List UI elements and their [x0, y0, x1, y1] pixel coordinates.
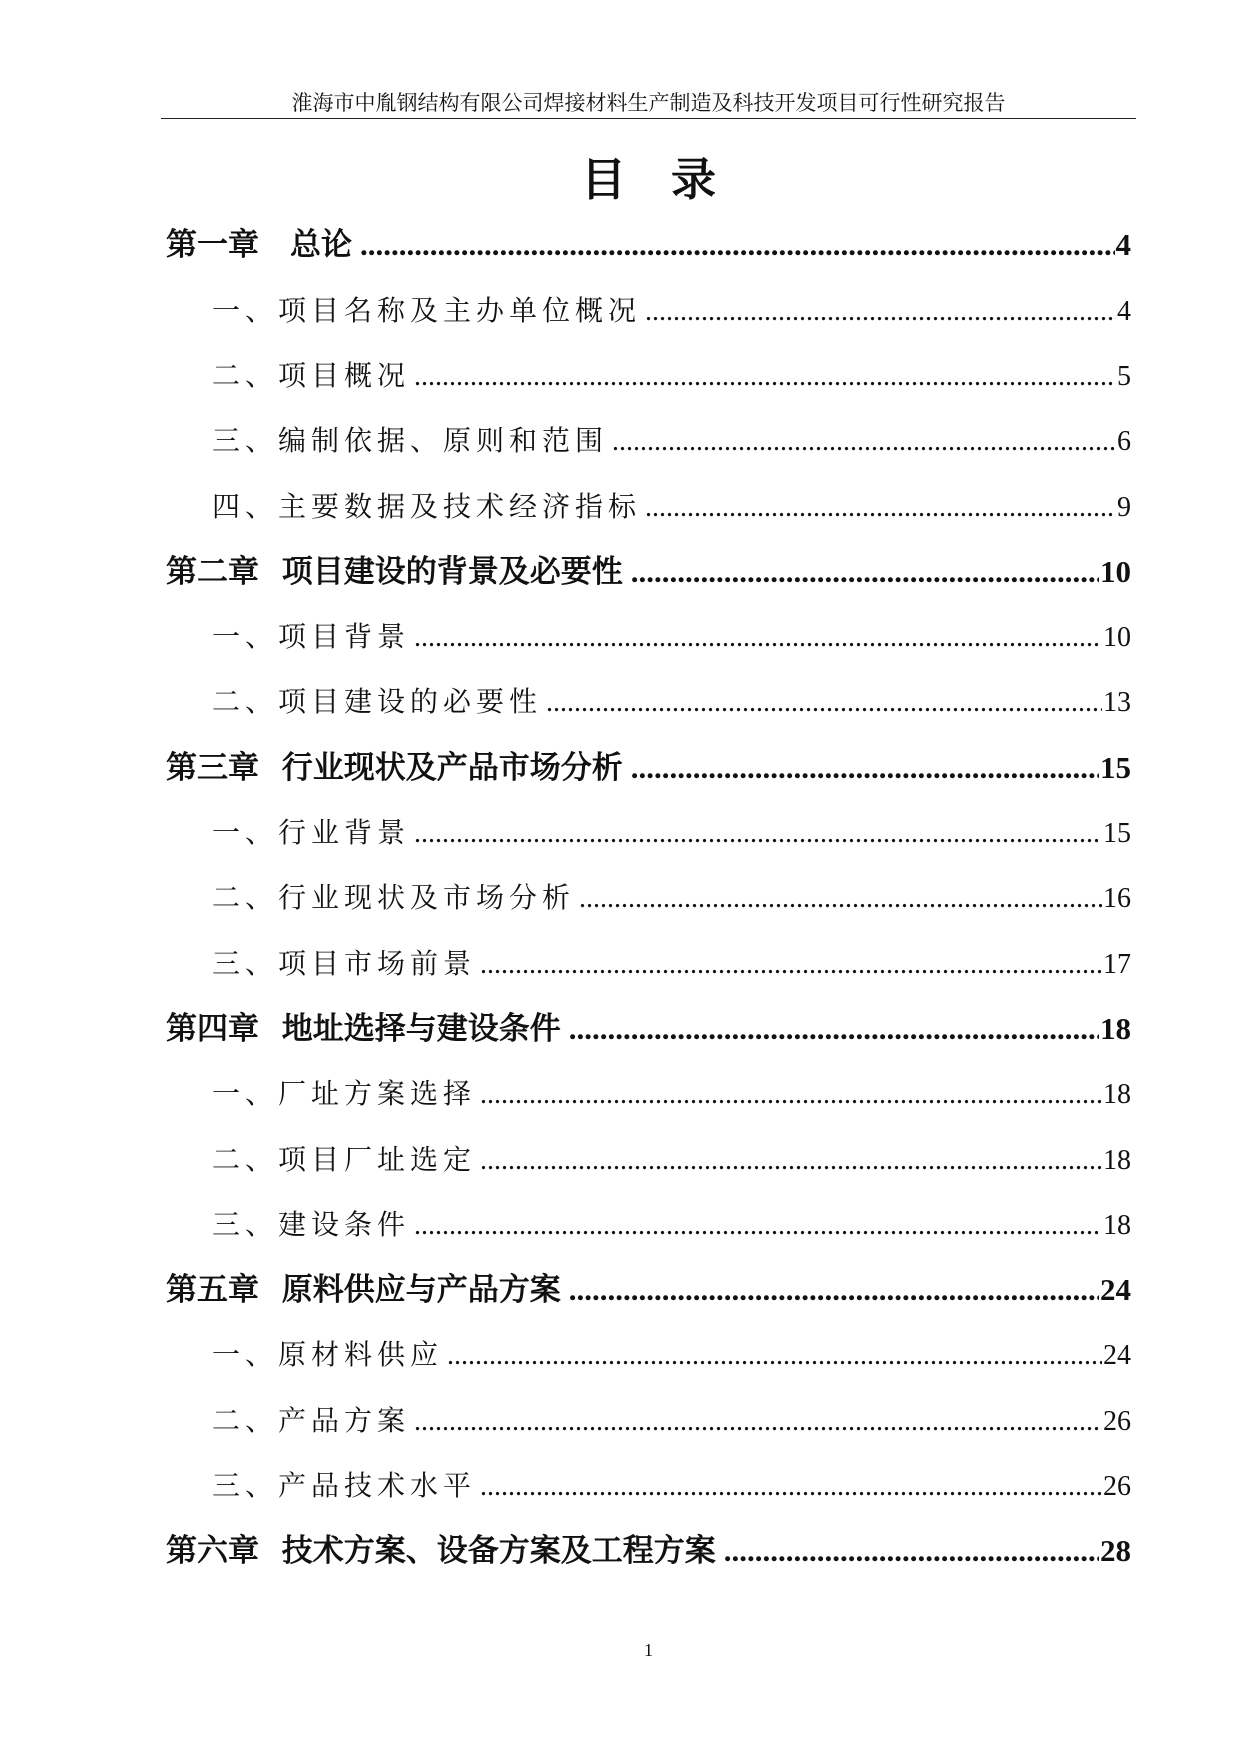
toc-section-entry[interactable] [166, 408, 1131, 473]
toc-entry-label: 第四章 地址选择与建设条件 [166, 1010, 561, 1047]
toc-section-entry[interactable] [166, 604, 1131, 669]
toc-leader-dots [480, 1062, 1102, 1126]
toc-section-entry[interactable] [166, 474, 1131, 539]
toc-page-number: 26 [1103, 1405, 1131, 1437]
toc-entry-label: 二、行业现状及市场分析 [212, 881, 576, 915]
toc-section-entry[interactable] [166, 669, 1131, 734]
toc-chapter-entry[interactable] [166, 539, 1131, 604]
toc-entry-label: 一、厂址方案选择 [212, 1077, 477, 1111]
toc-leader-dots [480, 1128, 1102, 1192]
toc-section-entry[interactable] [166, 343, 1131, 408]
toc-leader-dots [414, 344, 1116, 408]
toc-entry-label: 三、项目市场前景 [212, 946, 477, 980]
toc-section-entry[interactable] [166, 1322, 1131, 1387]
toc-section-entry[interactable] [166, 1192, 1131, 1257]
toc-entry-label: 第三章 行业现状及产品市场分析 [166, 749, 623, 786]
toc-entry-label: 三、产品技术水平 [212, 1468, 477, 1502]
toc-page-number: 26 [1103, 1470, 1131, 1502]
toc-section-entry[interactable] [166, 1061, 1131, 1126]
toc-page-number: 28 [1100, 1533, 1131, 1569]
toc-leader-dots [414, 1389, 1102, 1453]
toc-page-number: 24 [1100, 1272, 1131, 1308]
toc-page-number: 24 [1103, 1340, 1131, 1372]
toc-page-number: 9 [1117, 491, 1131, 523]
toc-entry-label: 第一章 总论 [166, 227, 352, 264]
toc-page-number: 15 [1100, 749, 1131, 785]
toc-chapter-entry[interactable] [166, 735, 1131, 800]
toc-section-entry[interactable] [166, 931, 1131, 996]
toc-page-number: 5 [1117, 360, 1131, 392]
toc-section-entry[interactable] [166, 1388, 1131, 1453]
toc-leader-dots [645, 475, 1116, 539]
toc-chapter-entry[interactable] [166, 212, 1131, 277]
toc-entry-label: 二、项目厂址选定 [212, 1142, 477, 1176]
toc-leader-dots [414, 1193, 1102, 1257]
toc-leader-dots [569, 996, 1099, 1061]
toc-chapter-entry[interactable] [166, 996, 1131, 1061]
toc-leader-dots [569, 1257, 1099, 1322]
toc-leader-dots [447, 1323, 1102, 1387]
toc-leader-dots [546, 670, 1102, 734]
toc-section-entry[interactable] [166, 1127, 1131, 1192]
running-header-title: 淮海市中胤钢结构有限公司焊接材料生产制造及科技开发项目可行性研究报告 [291, 91, 1006, 115]
toc-entry-label: 一、项目背景 [212, 620, 411, 654]
toc-entry-label: 第二章 项目建设的背景及必要性 [166, 553, 623, 590]
toc-section-entry[interactable] [166, 278, 1131, 343]
toc-page-number: 10 [1100, 553, 1131, 589]
toc-chapter-entry[interactable] [166, 1518, 1131, 1583]
toc-section-entry[interactable] [166, 865, 1131, 930]
toc-chapter-entry[interactable] [166, 1257, 1131, 1322]
toc-title: 目 录 [580, 155, 716, 205]
toc-leader-dots [414, 605, 1102, 669]
toc-leader-dots [612, 409, 1116, 473]
toc-page-number: 4 [1117, 295, 1131, 327]
toc-leader-dots [579, 866, 1102, 930]
page-number-footer: 1 [644, 1640, 653, 1660]
toc-leader-dots [480, 1454, 1102, 1518]
toc-entry-label: 一、项目名称及主办单位概况 [212, 293, 642, 327]
toc-page-number: 10 [1103, 622, 1131, 654]
toc-entry-label: 一、原材料供应 [212, 1338, 444, 1372]
toc-section-entry[interactable] [166, 1453, 1131, 1518]
toc-entry-label: 三、编制依据、原则和范围 [212, 424, 609, 458]
header-rule [161, 118, 1136, 119]
toc-entry-label: 三、建设条件 [212, 1207, 411, 1241]
toc-page-number: 15 [1103, 818, 1131, 850]
toc-leader-dots [414, 801, 1102, 865]
toc-entry-label: 四、主要数据及技术经济指标 [212, 489, 642, 523]
toc-leader-dots [631, 539, 1099, 604]
toc-leader-dots [724, 1518, 1099, 1583]
toc-leader-dots [360, 212, 1115, 277]
toc-page-number: 18 [1103, 1079, 1131, 1111]
toc-leader-dots [631, 735, 1099, 800]
toc-page-number: 4 [1115, 227, 1131, 263]
toc-entry-label: 一、行业背景 [212, 816, 411, 850]
toc-page-number: 6 [1117, 426, 1131, 458]
toc-section-entry[interactable] [166, 800, 1131, 865]
toc-page-number: 18 [1100, 1010, 1131, 1046]
toc-entry-label: 第六章 技术方案、设备方案及工程方案 [166, 1533, 716, 1570]
toc-page-number: 18 [1103, 1209, 1131, 1241]
toc-entry-label: 二、项目建设的必要性 [212, 685, 543, 719]
toc-leader-dots [480, 932, 1102, 996]
table-of-contents [166, 212, 1131, 1583]
toc-entry-label: 二、项目概况 [212, 358, 411, 392]
toc-page-number: 13 [1103, 687, 1131, 719]
toc-page-number: 16 [1103, 883, 1131, 915]
toc-page-number: 17 [1103, 948, 1131, 980]
toc-page-number: 18 [1103, 1144, 1131, 1176]
toc-leader-dots [645, 279, 1116, 343]
toc-entry-label: 第五章 原料供应与产品方案 [166, 1272, 561, 1309]
toc-entry-label: 二、产品方案 [212, 1403, 411, 1437]
